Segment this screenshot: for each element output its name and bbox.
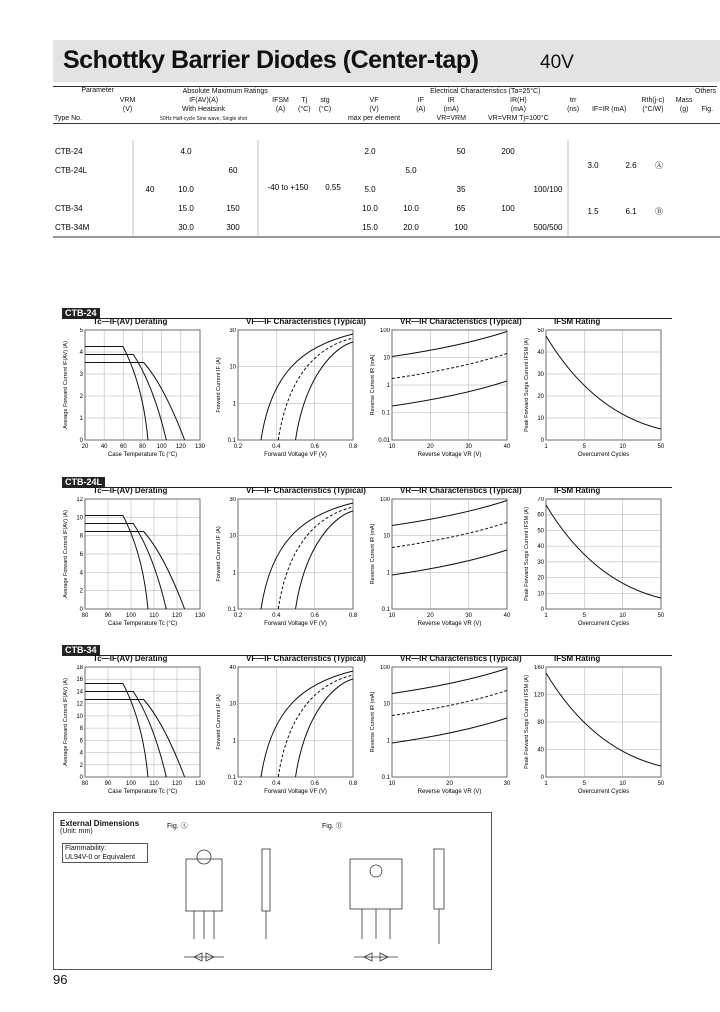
y-axis-label: Average Forward Current IF(AV) (A) (63, 510, 69, 598)
tick-x: 10 (388, 781, 396, 787)
tick-x: 0.8 (348, 444, 358, 450)
chart-CTB-34-3 (521, 665, 671, 805)
x-axis-label: Reverse Voltage VR (V) (417, 621, 482, 627)
chart-CTB-24L-1 (213, 497, 363, 637)
tick-y: 30 (537, 372, 544, 378)
tick-y: 10 (76, 713, 83, 720)
plot-frame (238, 667, 353, 777)
tick-x: 0.8 (348, 613, 358, 619)
tick-x: 0.2 (233, 444, 243, 450)
tick-x: 10 (619, 444, 627, 450)
chart-curve (278, 338, 353, 440)
chart-title: VR—IR Characteristics (Typical) (400, 486, 522, 495)
spec-cell-if: 5.0 (364, 185, 376, 194)
plot-frame (238, 499, 353, 609)
col-mass: Mass (675, 97, 693, 104)
chart-curve (261, 334, 353, 440)
tick-x: 20 (446, 781, 453, 787)
x-axis-label: Case Temperature Tc (°C) (107, 452, 178, 458)
chart-CTB-34-1 (213, 665, 363, 805)
tick-x: 120 (171, 781, 183, 787)
chart-title: Tc—IF(AV) Derating (93, 486, 168, 495)
external-unit: (Unit: mm) (60, 828, 93, 835)
tick-y: 10 (229, 364, 236, 371)
col-ir: IR (447, 97, 455, 104)
tick-x: 5 (582, 781, 587, 787)
unit-irh: (mA) (510, 106, 526, 113)
tick-y: 10 (76, 515, 83, 522)
tick-y: 0 (540, 775, 544, 781)
chart-title: VF—IF Characteristics (Typical) (246, 317, 366, 326)
y-axis-label: Peak Forward Surge Current IFSM (A) (524, 507, 530, 601)
chart-curve (261, 671, 353, 777)
tick-x: 30 (503, 781, 511, 787)
chart-title: VR—IR Characteristics (Typical) (400, 317, 522, 326)
tick-y: 100 (379, 497, 390, 503)
tick-x: 80 (139, 444, 146, 450)
elec-header: Electrical Characteristics (Ta=25°C) (335, 87, 635, 97)
tick-y: 0.1 (381, 775, 390, 781)
spec-table (53, 86, 720, 124)
fig-b-label: Fig. Ⓑ (322, 823, 343, 830)
spec-tj-tstg: -40 to +150 (267, 183, 309, 192)
chart-CTB-24L-0 (60, 497, 210, 637)
tick-y: 10 (383, 701, 390, 708)
tick-y: 0.1 (227, 607, 236, 613)
spec-rth-b: 1.5 (587, 207, 599, 216)
tick-y: 0.1 (381, 607, 390, 613)
unit-trr: (ns) (567, 106, 580, 113)
x-axis-label: Reverse Voltage VR (V) (417, 452, 482, 458)
spec-cell-ir: 10.0 (403, 204, 419, 213)
tick-y: 4 (79, 750, 83, 757)
y-axis-label: Forward Current IF (A) (216, 694, 222, 750)
spec-cell-type: CTB-34M (55, 223, 90, 232)
tick-y: 1 (232, 401, 236, 408)
x-axis-label: Case Temperature Tc (°C) (107, 789, 178, 795)
tick-y: 40 (229, 665, 236, 671)
unit-ifsm: (A) (275, 106, 286, 113)
tick-y: 0.1 (381, 410, 390, 417)
tick-x: 0.4 (272, 444, 281, 450)
tick-y: 50 (537, 328, 544, 334)
section-label-CTB-24: CTB-24 (62, 308, 100, 318)
tick-x: 60 (119, 444, 127, 450)
chart-curve (85, 355, 166, 441)
spec-cell-iftrr: 100/100 (533, 185, 563, 194)
tick-x: 50 (657, 781, 665, 787)
tick-x: 0.4 (272, 613, 281, 619)
spec-cell-irh: 100 (454, 223, 468, 232)
spec-cell-trr: 200 (501, 147, 515, 156)
tick-x: 20 (426, 444, 434, 450)
sub-ifsm: 50Hz Half-cycle Sine wave, Single shot (140, 114, 267, 124)
tick-x: 1 (544, 781, 548, 787)
chart-curve (392, 354, 507, 379)
spec-cell-trr: 100 (501, 204, 515, 213)
tick-x: 40 (503, 444, 511, 450)
tick-x: 90 (104, 613, 112, 619)
tick-y: 4 (79, 570, 83, 577)
tick-y: 12 (76, 701, 83, 708)
tick-x: 80 (81, 613, 89, 619)
chart-curve (392, 381, 507, 406)
spec-cell-ifav: 30.0 (178, 223, 194, 232)
spec-vrm: 40 (145, 185, 155, 194)
chart-curve (546, 505, 661, 598)
spec-rth-a: 3.0 (587, 161, 599, 170)
tick-y: 1 (232, 738, 236, 745)
chart-curve (392, 523, 507, 548)
x-axis-label: Reverse Voltage VR (V) (417, 789, 482, 795)
col-if: IF (417, 97, 424, 104)
spec-cell-type: CTB-34 (55, 204, 83, 213)
tick-y: 100 (379, 665, 390, 671)
unit-if: (A) (416, 106, 426, 113)
spec-cell-if: 10.0 (362, 204, 378, 213)
spec-cell-irh: 35 (456, 185, 466, 194)
col-trr: trr (569, 97, 577, 104)
spec-fig-b: Ⓑ (655, 207, 663, 216)
y-axis-label: Reverse Current IR (mA) (370, 354, 376, 416)
tick-y: 80 (537, 720, 544, 726)
x-axis-label: Forward Voltage VF (V) (264, 789, 327, 795)
tick-x: 100 (156, 444, 167, 450)
voltage-label: 40V (540, 52, 574, 73)
tick-y: 1 (79, 416, 83, 422)
chart-title: IFSM Rating (554, 486, 601, 495)
tick-x: 5 (582, 613, 587, 619)
spec-cell-ifav: 15.0 (178, 204, 194, 213)
tick-x: 30 (465, 444, 473, 450)
tick-x: 100 (125, 781, 137, 787)
y-axis-label: Forward Current IF (A) (216, 526, 222, 582)
chart-CTB-24L-3 (521, 497, 671, 637)
tick-x: 20 (426, 613, 434, 619)
tick-y: 100 (379, 328, 390, 334)
section-label-CTB-24L: CTB-24L (62, 477, 105, 487)
package-drawings (154, 829, 484, 967)
spec-cell-ir: 20.0 (403, 223, 419, 232)
chart-CTB-24-0 (60, 328, 210, 468)
col-tstg: stg (320, 97, 330, 104)
chart-CTB-24-3 (521, 328, 671, 468)
y-axis-label: Peak Forward Surge Current IFSM (A) (524, 338, 530, 432)
chart-CTB-24-1 (213, 328, 363, 468)
spec-cell-if: 2.0 (364, 147, 376, 156)
tick-x: 0.2 (233, 781, 243, 787)
plot-frame (238, 330, 353, 440)
tick-y: 10 (383, 355, 390, 362)
tick-y: 0 (540, 607, 544, 613)
spec-cell-ifsm: 150 (226, 204, 240, 213)
sub-ifav: With Heatsink (182, 106, 226, 113)
tick-x: 10 (619, 781, 627, 787)
spec-mass-b: 6.1 (625, 207, 637, 216)
chart-curve (261, 503, 353, 609)
tick-y: 30 (229, 497, 236, 503)
unit-tj: (°C) (297, 106, 311, 113)
spec-cell-ir: 5.0 (405, 166, 417, 175)
unit-vrm: (V) (122, 106, 133, 113)
tick-x: 0.6 (310, 444, 319, 450)
chart-curve (85, 516, 148, 610)
unit-vf: (V) (369, 106, 379, 113)
tick-x: 110 (149, 781, 159, 787)
external-title: External Dimensions (60, 819, 140, 828)
tick-x: 1 (544, 613, 548, 619)
tick-x: 40 (503, 613, 511, 619)
section-label-CTB-34: CTB-34 (62, 645, 100, 655)
chart-curve (546, 336, 661, 429)
tick-x: 10 (388, 613, 396, 619)
tick-x: 30 (465, 613, 473, 619)
package-b-hole (370, 865, 382, 877)
page-number: 96 (53, 972, 68, 987)
spec-cell-ifav: 4.0 (180, 147, 192, 156)
unit-tstg: (°C) (318, 106, 332, 113)
unit-rth: (°C/W) (642, 106, 664, 113)
tick-y: 10 (537, 591, 544, 598)
sub-ir: VR=VRM (429, 114, 474, 124)
chart-title: Tc—IF(AV) Derating (93, 317, 168, 326)
spec-cell-iftrr: 500/500 (533, 223, 563, 232)
tick-y: 18 (76, 665, 83, 671)
chart-title: IFSM Rating (554, 317, 601, 326)
tick-x: 20 (81, 444, 89, 450)
flammability-value: UL94V-0 or Equivalent (65, 854, 136, 861)
y-axis-label: Reverse Current IR (mA) (370, 691, 376, 753)
package-a-body (186, 859, 222, 911)
package-a-hole (197, 850, 211, 864)
tick-y: 40 (537, 747, 544, 754)
y-axis-label: Peak Forward Surge Current IFSM (A) (524, 675, 530, 769)
tick-y: 50 (537, 528, 544, 535)
tick-y: 1 (232, 570, 236, 577)
tick-y: 1 (386, 383, 390, 389)
tick-x: 0.4 (272, 781, 281, 787)
tick-y: 40 (537, 544, 544, 551)
flammability-box (62, 843, 148, 863)
tick-y: 20 (537, 575, 544, 582)
tick-y: 70 (537, 497, 544, 503)
tick-y: 8 (79, 726, 83, 733)
tick-x: 130 (194, 444, 206, 450)
flammability-label: Flammability: (65, 845, 107, 852)
tick-y: 0 (79, 775, 83, 781)
tick-x: 0.2 (233, 613, 243, 619)
col-ifsm: IFSM (272, 97, 289, 104)
tick-y: 16 (76, 677, 83, 684)
col-vrm: VRM (119, 97, 136, 104)
tick-y: 0.1 (227, 775, 236, 781)
page-title: Schottky Barrier Diodes (Center-tap) (63, 46, 479, 74)
chart-curve (278, 507, 353, 609)
tick-y: 6 (79, 738, 83, 745)
x-axis-label: Case Temperature Tc (°C) (107, 621, 178, 627)
tick-y: 10 (537, 416, 544, 422)
package-b-side (434, 849, 444, 909)
parameter-label: Parameter (53, 87, 115, 106)
col-fig: Fig. (701, 106, 714, 113)
tick-y: 0 (79, 607, 83, 613)
package-b-body (350, 859, 402, 909)
tick-x: 0.8 (348, 781, 358, 787)
spec-cell-if: 15.0 (362, 223, 378, 232)
spec-cell-ifav: 10.0 (178, 185, 194, 194)
tick-x: 0.6 (310, 781, 319, 787)
spec-cell-type: CTB-24L (55, 166, 88, 175)
chart-title: IFSM Rating (554, 654, 601, 663)
spec-mass-a: 2.6 (625, 161, 637, 170)
chart-curve (546, 673, 661, 766)
tick-x: 50 (657, 444, 665, 450)
chart-CTB-34-0 (60, 665, 210, 805)
tick-y: 30 (229, 328, 236, 334)
col-irh: IR(H) (510, 97, 527, 104)
x-axis-label: Forward Voltage VF (V) (264, 621, 327, 627)
external-dimensions (53, 812, 492, 970)
package-a-side (262, 849, 270, 911)
tick-x: 1 (544, 444, 548, 450)
col-rth: Rth(j-c) (641, 97, 665, 104)
tick-y: 14 (76, 689, 83, 696)
tick-x: 100 (125, 613, 137, 619)
chart-curve (392, 501, 507, 526)
tick-y: 12 (76, 497, 83, 503)
y-axis-label: Forward Current IF (A) (216, 357, 222, 413)
abs-max-header: Absolute Maximum Ratings (115, 87, 335, 97)
unit-mass: (g) (679, 106, 689, 113)
tick-x: 50 (657, 613, 665, 619)
spec-values (53, 140, 720, 238)
tick-x: 10 (619, 613, 627, 619)
tick-x: 130 (194, 613, 206, 619)
tick-y: 40 (537, 350, 544, 356)
tick-y: 1 (386, 738, 390, 745)
spec-cell-irh: 65 (456, 204, 466, 213)
chart-curve (85, 684, 148, 778)
chart-curve (296, 511, 354, 609)
tick-x: 0.6 (310, 613, 319, 619)
unit-ir: (mA) (443, 106, 459, 113)
sub-vf: max per element (335, 114, 412, 124)
chart-title: VR—IR Characteristics (Typical) (400, 654, 522, 663)
chart-CTB-24-2 (367, 328, 517, 468)
fig-a-label: Fig. Ⓐ (167, 823, 188, 830)
tick-y: 2 (79, 394, 83, 400)
chart-title: VF—IF Characteristics (Typical) (246, 654, 366, 663)
chart-curve (296, 342, 354, 440)
tick-y: 30 (537, 559, 544, 566)
y-axis-label: Average Forward Current IF(AV) (A) (63, 341, 69, 429)
sub-trr: IF=IR (mA) (591, 106, 627, 113)
tick-x: 110 (149, 613, 159, 619)
chart-title: VF—IF Characteristics (Typical) (246, 486, 366, 495)
tick-y: 10 (229, 533, 236, 540)
tick-x: 130 (194, 781, 206, 787)
tick-x: 120 (175, 444, 186, 450)
col-vf: VF (369, 97, 379, 104)
sub-irh: VR=VRM Tj=100°C (474, 114, 563, 124)
spec-cell-irh: 50 (456, 147, 466, 156)
tick-y: 120 (533, 692, 544, 699)
x-axis-label: Overcurrent Cycles (577, 621, 630, 627)
chart-curve (392, 332, 507, 357)
chart-curve (278, 675, 353, 777)
tick-y: 6 (79, 552, 83, 558)
tick-y: 0 (79, 438, 83, 444)
tick-y: 0 (540, 438, 544, 444)
type-no-label: Type No. (53, 114, 115, 124)
tick-y: 5 (79, 328, 83, 334)
chart-curve (392, 550, 507, 575)
tick-y: 60 (537, 512, 544, 519)
tick-y: 160 (533, 665, 544, 671)
y-axis-label: Reverse Current IR (mA) (370, 523, 376, 585)
spec-vf-value: 0.55 (325, 183, 341, 192)
tick-y: 0.1 (227, 438, 236, 444)
spec-cell-ifsm: 60 (228, 166, 238, 175)
spec-fig-a: Ⓐ (655, 161, 663, 170)
y-axis-label: Average Forward Current IF(AV) (A) (63, 678, 69, 766)
tick-y: 4 (79, 350, 83, 356)
tick-x: 90 (104, 781, 112, 787)
tick-x: 5 (582, 444, 587, 450)
tick-y: 10 (383, 533, 390, 540)
x-axis-label: Overcurrent Cycles (577, 789, 630, 795)
tick-x: 10 (388, 444, 396, 450)
col-ifav: IF(AV)(A) (189, 97, 219, 104)
tick-y: 2 (79, 762, 83, 769)
tick-x: 40 (100, 444, 108, 450)
x-axis-label: Overcurrent Cycles (577, 452, 630, 458)
tick-y: 1 (386, 570, 390, 577)
chart-CTB-34-2 (367, 665, 517, 805)
x-axis-label: Forward Voltage VF (V) (264, 452, 327, 458)
tick-y: 3 (79, 372, 83, 378)
col-tj: Tj (301, 97, 308, 104)
chart-title: Tc—IF(AV) Derating (93, 654, 168, 663)
chart-curve (296, 679, 354, 777)
tick-x: 80 (81, 781, 89, 787)
tick-x: 120 (171, 613, 183, 619)
chart-CTB-24L-2 (367, 497, 517, 637)
spec-cell-type: CTB-24 (55, 147, 83, 156)
tick-y: 8 (79, 533, 83, 540)
spec-cell-ifsm: 300 (226, 223, 240, 232)
chart-curve (85, 347, 148, 441)
tick-y: 2 (79, 588, 83, 595)
tick-y: 0.01 (378, 438, 390, 444)
others-header: Others (635, 87, 717, 97)
tick-y: 20 (537, 394, 544, 400)
tick-y: 10 (229, 701, 236, 708)
